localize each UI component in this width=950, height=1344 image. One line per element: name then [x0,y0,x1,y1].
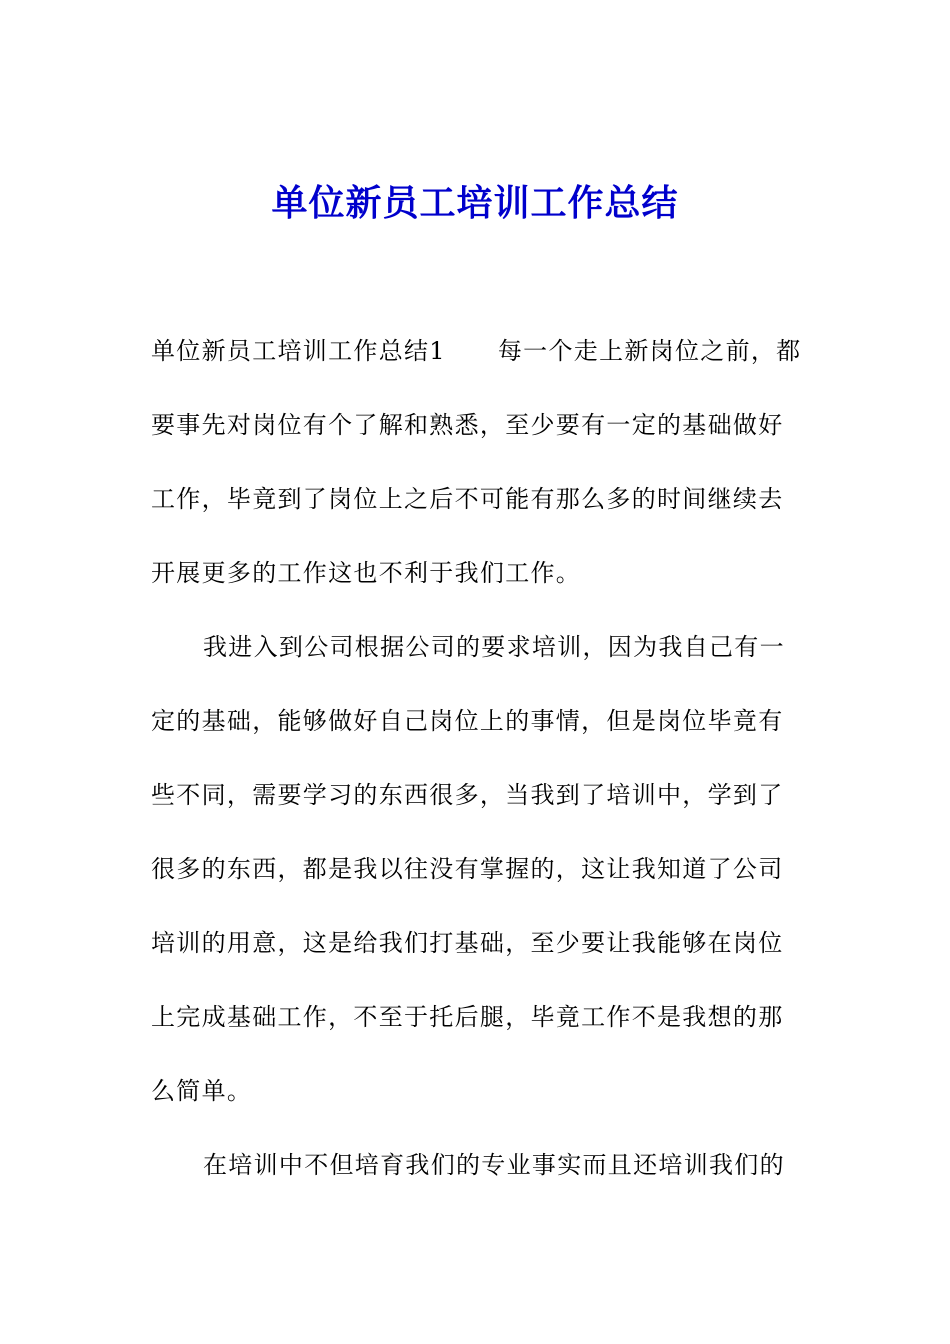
section-heading: 单位新员工培训工作总结1 [151,337,446,365]
paragraph-2-line-2: 定的基础，能够做好自己岗位上的事情，但是岗位毕竟有 [151,707,784,735]
paragraph-2-line-5: 培训的用意，这是给我们打基础，至少要让我能够在岗位 [151,929,784,957]
paragraph-1-line-1: 每一个走上新岗位之前，都 [497,337,802,365]
paragraph-2-line-3: 些不同，需要学习的东西很多，当我到了培训中，学到了 [151,781,784,809]
paragraph-2-line-7: 么简单。 [151,1077,253,1105]
text-line-1 [151,327,811,401]
paragraph-1-line-3: 工作，毕竟到了岗位上之后不可能有那么多的时间继续去 [151,485,784,513]
paragraph-2-line-4: 很多的东西，都是我以往没有掌握的，这让我知道了公司 [151,855,784,883]
document-body [151,327,811,1215]
paragraph-2-line-1: 我进入到公司根据公司的要求培训，因为我自己有一 [203,633,785,661]
paragraph-2-line-6: 上完成基础工作，不至于托后腿，毕竟工作不是我想的那 [151,1003,784,1031]
document-title: 单位新员工培训工作总结 [271,182,679,224]
paragraph-1-line-4: 开展更多的工作这也不利于我们工作。 [151,559,582,587]
paragraph-1-line-2: 要事先对岗位有个了解和熟悉，至少要有一定的基础做好 [151,411,784,439]
paragraph-3-line-1: 在培训中不但培育我们的专业事实而且还培训我们的 [203,1151,785,1179]
